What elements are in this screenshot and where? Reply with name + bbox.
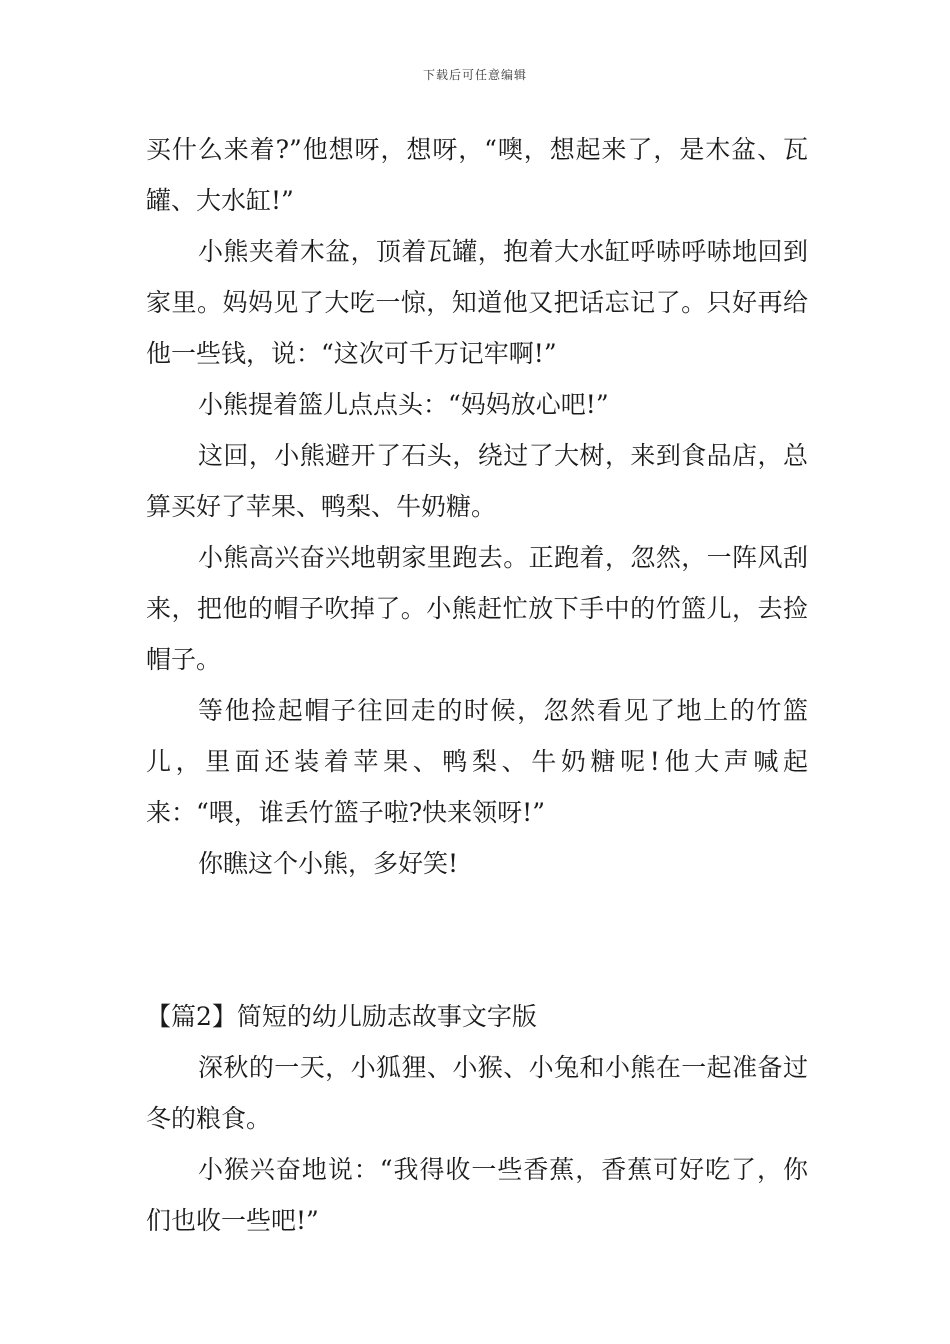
section-spacer (146, 889, 808, 991)
paragraph: 小熊提着篮儿点点头：“妈妈放心吧!” (198, 390, 609, 419)
document-body (146, 124, 808, 1246)
paragraph: 小熊夹着木盆，顶着瓦罐，抱着大水缸呼哧呼哧地回到家里。妈妈见了大吃一惊，知道他又把话忘记了。只好再给他一些钱，说：“这次可千万记牢啊!” (146, 237, 808, 368)
paragraph: 小猴兴奋地说：“我得收一些香蕉，香蕉可好吃了，你们也收一些吧!” (146, 1155, 808, 1235)
paragraph: 深秋的一天，小狐狸、小猴、小兔和小熊在一起准备过冬的粮食。 (146, 1053, 808, 1133)
section-title: 【篇2】简短的幼儿励志故事文字版 (146, 1002, 537, 1031)
paragraph: 小熊高兴奋兴地朝家里跑去。正跑着，忽然，一阵风刮来，把他的帽子吹掉了。小熊赶忙放下手中的竹篮儿，去捡帽子。 (146, 543, 808, 674)
paragraph: 等他捡起帽子往回走的时候，忽然看见了地上的竹篮儿，里面还装着苹果、鸭梨、牛奶糖呢!他大声喊起来：“喂，谁丢竹篮子啦?快来领呀!” (146, 696, 808, 827)
paragraph: 这回，小熊避开了石头，绕过了大树，来到食品店，总算买好了苹果、鸭梨、牛奶糖。 (146, 441, 808, 521)
paragraph: 你瞧这个小熊，多好笑! (198, 849, 459, 878)
page-header: 下载后可任意编辑 (422, 68, 527, 82)
paragraph-continuation: 买什么来着?”他想呀，想呀，“噢，想起来了，是木盆、瓦罐、大水缸!” (146, 135, 808, 215)
